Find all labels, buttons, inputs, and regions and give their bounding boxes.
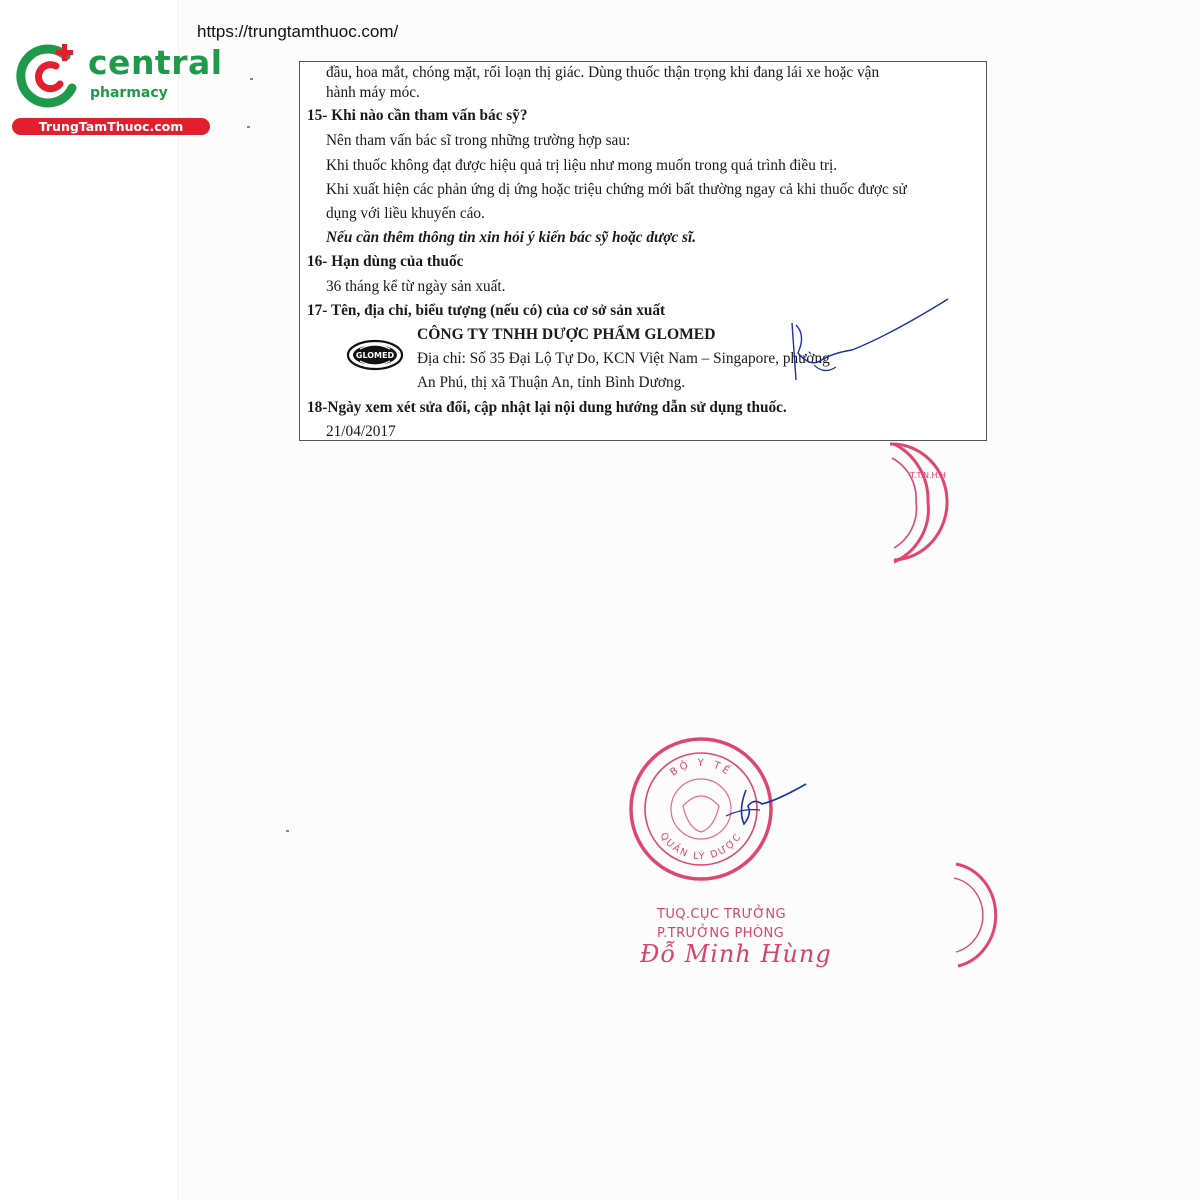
- glomed-emblem-icon: [346, 339, 404, 371]
- section-17-heading: 17- Tên, địa chỉ, biểu tượng (nếu có) của cơ sở sản xuất: [307, 302, 666, 319]
- page-edge-stamp: [948, 860, 988, 970]
- svg-text:QUẢN LÝ DƯỢC: [658, 831, 745, 862]
- signer-title-1: TUQ.CỤC TRƯỞNG: [657, 907, 787, 922]
- logo-mark-icon: [10, 38, 86, 114]
- text-line: Khi thuốc không đạt được hiệu quả trị liệu như mong muốn trong quá trình điều trị.: [326, 157, 838, 174]
- text-line: Khi xuất hiện các phản ứng dị ứng hoặc triệu chứng mới bất thường ngay cả khi thuốc được sử: [326, 181, 907, 198]
- company-name: CÔNG TY TNHH DƯỢC PHẨM GLOMED: [417, 326, 716, 343]
- company-stamp-partial: [880, 438, 946, 568]
- logo-name: central: [88, 43, 223, 82]
- revision-date: 21/04/2017: [326, 423, 396, 440]
- stamp-bottom-text: QUẢN LÝ DƯỢC: [657, 830, 745, 863]
- signer-name: Đỗ Minh Hùng: [640, 940, 832, 968]
- manufacturer-signature: [780, 295, 955, 395]
- svg-text:T.T.N.H.H: T.T.N.H.H: [910, 471, 946, 480]
- scan-speck: [250, 78, 253, 80]
- glomed-logo-text: GLOMED: [355, 351, 395, 360]
- section-18-heading: 18-Ngày xem xét sửa đổi, cập nhật lại nội dung hướng dẫn sử dụng thuốc.: [307, 399, 787, 416]
- source-url[interactable]: https://trungtamthuoc.com/: [197, 22, 399, 41]
- text-line: hành máy móc.: [326, 84, 420, 101]
- section-16-heading: 16- Hạn dùng của thuốc: [307, 253, 464, 270]
- svg-text:BỘ Y TẾ: [668, 757, 735, 778]
- scan-speck: [286, 830, 289, 832]
- company-address-2: An Phú, thị xã Thuận An, tỉnh Bình Dương.: [417, 374, 686, 391]
- approval-signature: [718, 780, 810, 832]
- central-pharmacy-logo[interactable]: [10, 38, 223, 138]
- signer-title-2: P.TRƯỞNG PHÒNG: [657, 926, 785, 941]
- scan-speck: [247, 126, 250, 128]
- shelf-life-text: 36 tháng kể từ ngày sản xuất.: [326, 278, 506, 295]
- glomed-logo: [346, 339, 404, 376]
- text-line: Nên tham vấn bác sĩ trong những trường hợp sau:: [326, 132, 631, 149]
- advice-note: Nếu cần thêm thông tin xin hỏi ý kiến bác sỹ hoặc dược sĩ.: [326, 229, 697, 246]
- section-15-heading: 15- Khi nào cần tham vấn bác sỹ?: [307, 107, 528, 124]
- text-line: đầu, hoa mắt, chóng mặt, rối loạn thị giác. Dùng thuốc thận trọng khi đang lái xe hoặc vận: [326, 64, 880, 81]
- logo-site-bar: TrungTamThuoc.com: [12, 118, 210, 135]
- stamp-top-text: BỘ Y TẾ: [668, 757, 734, 779]
- text-line: dụng với liều khuyến cáo.: [326, 205, 485, 222]
- logo-subtitle: pharmacy: [90, 85, 168, 101]
- company-address-1: Địa chỉ: Số 35 Đại Lộ Tự Do, KCN Việt Nam – Singapore, phường: [417, 350, 830, 367]
